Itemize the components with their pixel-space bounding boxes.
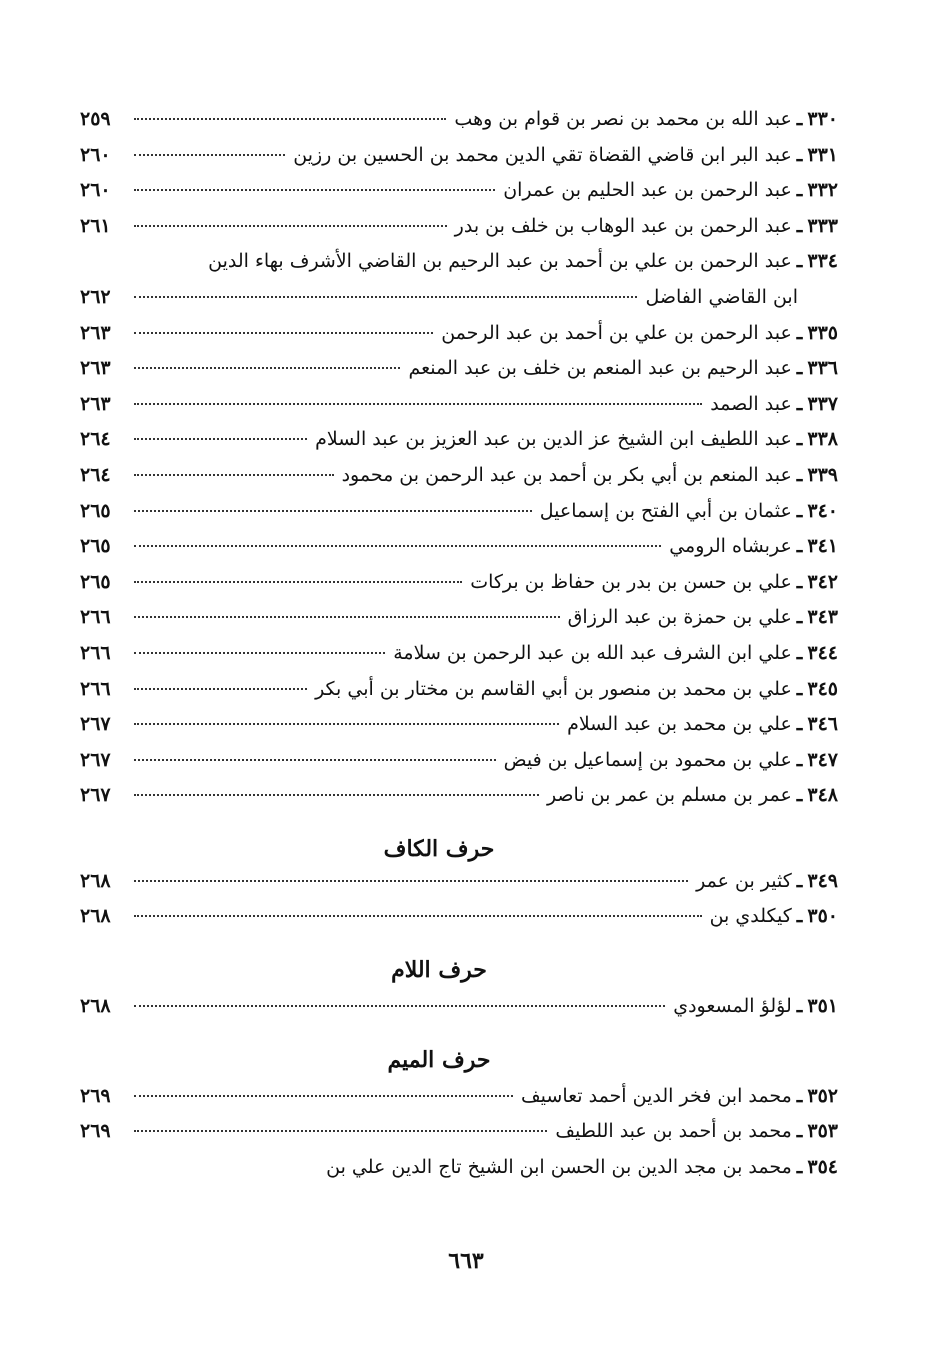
entry-name: لؤلؤ المسعودي bbox=[673, 995, 792, 1018]
entry-number: ٣٣٠ bbox=[807, 108, 838, 130]
index-entry bbox=[80, 322, 838, 358]
index-entry bbox=[80, 500, 838, 536]
entry-dash: ـ bbox=[796, 606, 803, 629]
entry-number: ٣٤٦ bbox=[807, 713, 838, 736]
entry-dash: ـ bbox=[796, 1155, 803, 1178]
entry-name: علي بن حمزة بن عبد الرزاق bbox=[567, 606, 792, 629]
entry-number: ٣٤٠ bbox=[807, 499, 838, 522]
index-page bbox=[80, 108, 838, 1191]
entry-name: عبد الصمد bbox=[710, 392, 792, 415]
entry-page: ٢٦٣ bbox=[80, 357, 111, 380]
entry-number: ٣٥١ bbox=[807, 995, 838, 1018]
dot-leader bbox=[134, 403, 702, 405]
index-entry bbox=[80, 179, 838, 215]
index-entry bbox=[80, 642, 838, 678]
entry-name: محمد بن مجد الدين بن الحسن ابن الشيخ تاج الدين علي بن bbox=[326, 1155, 792, 1178]
entry-dash: ـ bbox=[796, 428, 803, 451]
entry-name: عبد الرحمن بن عبد الحليم بن عمران bbox=[503, 179, 792, 202]
entry-number: ٣٥٤ bbox=[807, 1155, 838, 1178]
entry-dash: ـ bbox=[796, 357, 803, 380]
entry-name: علي بن محمد بن منصور بن أبي القاسم بن مختار بن أبي بكر bbox=[315, 677, 792, 700]
entry-page: ٢٦٠ bbox=[80, 143, 111, 166]
entry-page: ٢٦٥ bbox=[80, 499, 111, 522]
index-entry bbox=[80, 215, 838, 251]
index-entry bbox=[80, 250, 838, 286]
entry-name: علي بن حسن بن بدر بن حفاظ بن بركات bbox=[470, 570, 792, 593]
entry-name: عبد الرحمن بن علي بن أحمد بن عبد الرحمن bbox=[441, 321, 792, 344]
index-entry bbox=[80, 108, 838, 144]
index-entry bbox=[80, 995, 838, 1031]
entry-name: ابن القاضي الفاضل bbox=[645, 285, 798, 308]
entry-page: ٢٦٤ bbox=[80, 463, 111, 486]
dot-leader bbox=[134, 1095, 513, 1097]
entry-dash: ـ bbox=[796, 784, 803, 807]
entry-number: ٣٥٢ bbox=[807, 1084, 838, 1107]
entry-page: ٢٦٢ bbox=[80, 285, 111, 308]
entry-name: عبد اللطيف ابن الشيخ عز الدين بن عبد العزيز بن عبد السلام bbox=[315, 428, 792, 451]
dot-leader bbox=[134, 438, 307, 440]
index-entry bbox=[80, 713, 838, 749]
dot-leader bbox=[134, 581, 462, 583]
entry-number: ٣٤٢ bbox=[807, 570, 838, 593]
entry-page: ٢٦١ bbox=[80, 214, 111, 237]
dot-leader bbox=[134, 915, 702, 917]
entry-name: كثير بن عمر bbox=[696, 869, 792, 892]
entry-page: ٢٦٨ bbox=[80, 905, 111, 928]
index-entry bbox=[80, 357, 838, 393]
entry-page: ٢٦٦ bbox=[80, 677, 111, 700]
entry-dash: ـ bbox=[796, 748, 803, 771]
entry-page: ٢٦٣ bbox=[80, 321, 111, 344]
entry-number: ٣٣٦ bbox=[807, 357, 838, 380]
entry-number: ٣٣٢ bbox=[807, 179, 838, 202]
dot-leader bbox=[134, 688, 307, 690]
entry-dash: ـ bbox=[796, 463, 803, 486]
dot-leader bbox=[134, 118, 446, 120]
dot-leader bbox=[134, 189, 495, 191]
entry-number: ٣٤٩ bbox=[807, 869, 838, 892]
entry-page: ٢٥٩ bbox=[80, 108, 111, 130]
index-entry bbox=[80, 749, 838, 785]
entry-number: ٣٤٤ bbox=[807, 641, 838, 664]
entry-number: ٣٤٧ bbox=[807, 748, 838, 771]
dot-leader bbox=[134, 616, 560, 618]
entry-page: ٢٦٧ bbox=[80, 748, 111, 771]
index-entry bbox=[80, 1085, 838, 1121]
entry-page: ٢٦٣ bbox=[80, 392, 111, 415]
entry-name: عبد الرحمن بن علي بن أحمد بن عبد الرحيم بن القاضي الأشرف بهاء الدين bbox=[208, 250, 792, 273]
index-entry bbox=[80, 535, 838, 571]
index-entry bbox=[80, 678, 838, 714]
entry-name: عبد البر ابن قاضي القضاة تقي الدين محمد بن الحسين بن رزين bbox=[293, 143, 792, 166]
entry-dash: ـ bbox=[796, 321, 803, 344]
dot-leader bbox=[134, 794, 539, 796]
entry-dash: ـ bbox=[796, 713, 803, 736]
entry-name: محمد بن أحمد بن عبد اللطيف bbox=[555, 1120, 792, 1143]
dot-leader bbox=[134, 296, 637, 298]
entry-dash: ـ bbox=[796, 108, 803, 130]
section-heading: حرف اللام bbox=[391, 957, 487, 984]
entry-number: ٣٣٩ bbox=[807, 463, 838, 486]
entry-number: ٣٣١ bbox=[807, 143, 838, 166]
entry-name: عبد الرحيم بن عبد المنعم بن خلف بن عبد المنعم bbox=[408, 357, 792, 380]
entry-dash: ـ bbox=[796, 905, 803, 928]
entry-name: علي بن محمد بن عبد السلام bbox=[567, 713, 792, 736]
entry-page: ٢٦٩ bbox=[80, 1084, 111, 1107]
index-entry bbox=[80, 1156, 838, 1192]
dot-leader bbox=[134, 723, 559, 725]
entry-dash: ـ bbox=[796, 869, 803, 892]
entry-page: ٢٦٦ bbox=[80, 606, 111, 629]
entry-page: ٢٦٥ bbox=[80, 570, 111, 593]
entry-name: عبد الله بن محمد بن نصر بن قوام بن وهب bbox=[454, 108, 792, 130]
section-heading: حرف الميم bbox=[387, 1046, 491, 1073]
entry-page: ٢٦٨ bbox=[80, 995, 111, 1018]
entry-dash: ـ bbox=[796, 641, 803, 664]
entry-number: ٣٣٣ bbox=[807, 214, 838, 237]
entry-dash: ـ bbox=[796, 499, 803, 522]
index-entry bbox=[80, 905, 838, 941]
entry-number: ٣٤٨ bbox=[807, 784, 838, 807]
dot-leader bbox=[134, 332, 433, 334]
entry-dash: ـ bbox=[796, 214, 803, 237]
index-entry bbox=[80, 1120, 838, 1156]
dot-leader bbox=[134, 510, 532, 512]
dot-leader bbox=[134, 154, 285, 156]
entry-dash: ـ bbox=[796, 677, 803, 700]
entry-number: ٣٤١ bbox=[807, 535, 838, 558]
entry-page: ٢٦٠ bbox=[80, 179, 111, 202]
entry-name: علي ابن الشرف عبد الله بن عبد الرحمن بن سلامة bbox=[393, 641, 792, 664]
entry-page: ٢٦٧ bbox=[80, 784, 111, 807]
dot-leader bbox=[134, 759, 496, 761]
entry-number: ٣٥٠ bbox=[807, 905, 838, 928]
entry-number: ٣٣٥ bbox=[807, 321, 838, 344]
entry-dash: ـ bbox=[796, 1084, 803, 1107]
dot-leader bbox=[134, 367, 400, 369]
entry-name: محمد ابن فخر الدين أحمد تعاسيف bbox=[521, 1084, 792, 1107]
index-entry-continuation bbox=[80, 286, 838, 322]
dot-leader bbox=[134, 1005, 665, 1007]
dot-leader bbox=[134, 545, 661, 547]
entry-dash: ـ bbox=[796, 143, 803, 166]
dot-leader bbox=[134, 1130, 547, 1132]
entry-number: ٣٤٥ bbox=[807, 677, 838, 700]
dot-leader bbox=[134, 225, 447, 227]
entry-name: عثمان بن أبي الفتح بن إسماعيل bbox=[539, 499, 792, 522]
dot-leader bbox=[134, 880, 688, 882]
entry-page: ٢٦٦ bbox=[80, 641, 111, 664]
entry-name: عبد المنعم بن أبي بكر بن أحمد بن عبد الرحمن بن محمود bbox=[341, 463, 792, 486]
entry-page: ٢٦٧ bbox=[80, 713, 111, 736]
entry-dash: ـ bbox=[796, 570, 803, 593]
entry-number: ٣٤٣ bbox=[807, 606, 838, 629]
entry-name: عمر بن مسلم بن عمر بن ناصر bbox=[546, 784, 792, 807]
entry-dash: ـ bbox=[796, 250, 803, 273]
entry-dash: ـ bbox=[796, 392, 803, 415]
dot-leader bbox=[134, 474, 334, 476]
entry-dash: ـ bbox=[796, 1120, 803, 1143]
index-entry bbox=[80, 870, 838, 906]
entry-page: ٢٦٨ bbox=[80, 869, 111, 892]
index-entry bbox=[80, 784, 838, 820]
index-entry bbox=[80, 144, 838, 180]
entry-dash: ـ bbox=[796, 179, 803, 202]
entry-page: ٢٦٥ bbox=[80, 535, 111, 558]
index-entry bbox=[80, 428, 838, 464]
entry-number: ٣٣٧ bbox=[807, 392, 838, 415]
index-entry bbox=[80, 464, 838, 500]
entry-page: ٢٦٤ bbox=[80, 428, 111, 451]
entry-page: ٢٦٩ bbox=[80, 1120, 111, 1143]
index-entry bbox=[80, 393, 838, 429]
index-entry bbox=[80, 606, 838, 642]
entry-dash: ـ bbox=[796, 535, 803, 558]
entry-number: ٣٥٣ bbox=[807, 1120, 838, 1143]
entry-name: علي بن محمود بن إسماعيل بن فيض bbox=[503, 748, 792, 771]
entry-name: عربشاه الرومي bbox=[669, 535, 792, 558]
section-heading: حرف الكاف bbox=[383, 835, 495, 862]
entry-number: ٣٣٤ bbox=[807, 250, 838, 273]
index-entry bbox=[80, 571, 838, 607]
entry-dash: ـ bbox=[796, 995, 803, 1018]
entry-number: ٣٣٨ bbox=[807, 428, 838, 451]
page-number: ٦٦٣ bbox=[448, 1248, 484, 1274]
entry-name: كيكلدي بن bbox=[709, 905, 792, 928]
dot-leader bbox=[134, 652, 385, 654]
entry-name: عبد الرحمن بن عبد الوهاب بن خلف بن بدر bbox=[454, 214, 792, 237]
